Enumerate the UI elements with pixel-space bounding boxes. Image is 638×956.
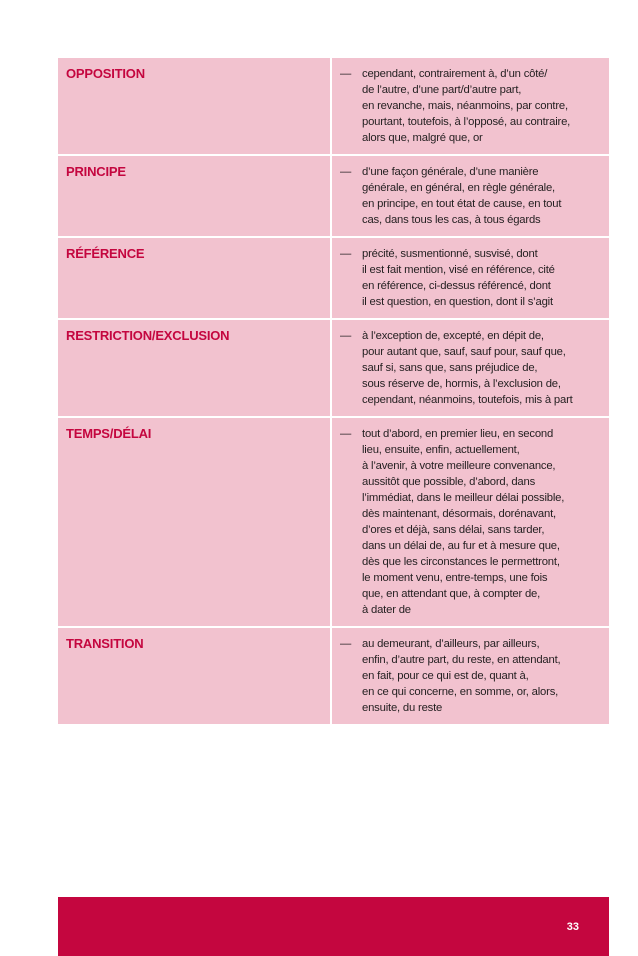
definition-line: sous réserve de, hormis, à l’exclusion de, — [362, 378, 561, 390]
definition-line: il est question, en question, dont il s’agit — [362, 296, 553, 308]
definition-line: sauf si, sans que, sans préjudice de, — [362, 362, 538, 374]
row-term: RESTRICTION/EXCLUSION — [58, 320, 332, 416]
definition-line: en ce qui concerne, en somme, or, alors, — [362, 686, 559, 698]
em-dash: — — [340, 248, 352, 260]
page-footer-band — [58, 897, 609, 956]
definition-line: en revanche, mais, néanmoins, par contre, — [362, 100, 568, 112]
definition-line: au demeurant, d’ailleurs, par ailleurs, — [362, 638, 540, 650]
table-row — [58, 58, 609, 156]
definition-line: que, en attendant que, à compter de, — [362, 588, 541, 600]
em-dash: — — [340, 68, 352, 80]
definition-lines — [362, 636, 603, 716]
definition-line: à l’exception de, excepté, en dépit de, — [362, 330, 544, 342]
row-definition — [332, 628, 609, 724]
definition-line: enfin, d’autre part, du reste, en attendant, — [362, 654, 561, 666]
row-term: TRANSITION — [58, 628, 332, 724]
definition-line: dès maintenant, désormais, dorénavant, — [362, 508, 556, 520]
row-definition — [332, 58, 609, 154]
table-row — [58, 156, 609, 238]
page-number: 33 — [566, 921, 579, 933]
row-definition — [332, 320, 609, 416]
definition-line: précité, susmentionné, susvisé, dont — [362, 248, 538, 260]
definition-line: générale, en général, en règle générale, — [362, 182, 555, 194]
definition-line: ensuite, du reste — [362, 702, 443, 714]
definition-line: le moment venu, entre-temps, une fois — [362, 572, 548, 584]
row-term: PRINCIPE — [58, 156, 332, 236]
definition-line: alors que, malgré que, or — [362, 132, 483, 144]
definition-line: lieu, ensuite, enfin, actuellement, — [362, 444, 520, 456]
connector-table — [58, 58, 609, 726]
definition-line: cependant, néanmoins, toutefois, mis à part — [362, 394, 573, 406]
definition-lines — [362, 426, 603, 618]
definition-line: de l’autre, d’une part/d’autre part, — [362, 84, 522, 96]
definition-lines — [362, 328, 603, 408]
definition-lines — [362, 164, 603, 228]
table-row — [58, 628, 609, 726]
definition-line: en fait, pour ce qui est de, quant à, — [362, 670, 529, 682]
table-row — [58, 238, 609, 320]
em-dash: — — [340, 166, 352, 178]
definition-line: à l’avenir, à votre meilleure convenance, — [362, 460, 556, 472]
row-definition — [332, 418, 609, 626]
definition-line: dans un délai de, au fur et à mesure que, — [362, 540, 560, 552]
definition-line: en référence, ci-dessus référencé, dont — [362, 280, 551, 292]
row-term: TEMPS/DÉLAI — [58, 418, 332, 626]
em-dash: — — [340, 638, 352, 650]
definition-line: aussitôt que possible, d’abord, dans — [362, 476, 536, 488]
definition-line: cependant, contrairement à, d’un côté/ — [362, 68, 548, 80]
definition-line: à dater de — [362, 604, 411, 616]
definition-lines — [362, 246, 603, 310]
row-term: OPPOSITION — [58, 58, 332, 154]
definition-line: en principe, en tout état de cause, en tout — [362, 198, 562, 210]
definition-line: d’ores et déjà, sans délai, sans tarder, — [362, 524, 545, 536]
definition-line: dès que les circonstances le permettront, — [362, 556, 560, 568]
definition-line: l’immédiat, dans le meilleur délai possible, — [362, 492, 565, 504]
row-term: RÉFÉRENCE — [58, 238, 332, 318]
definition-line: tout d’abord, en premier lieu, en second — [362, 428, 554, 440]
definition-line: pourtant, toutefois, à l’opposé, au contraire, — [362, 116, 571, 128]
row-definition — [332, 156, 609, 236]
table-row — [58, 418, 609, 628]
definition-line: il est fait mention, visé en référence, cité — [362, 264, 555, 276]
em-dash: — — [340, 428, 352, 440]
definition-lines — [362, 66, 603, 146]
table-row — [58, 320, 609, 418]
row-definition — [332, 238, 609, 318]
em-dash: — — [340, 330, 352, 342]
definition-line: cas, dans tous les cas, à tous égards — [362, 214, 541, 226]
definition-line: pour autant que, sauf, sauf pour, sauf que, — [362, 346, 566, 358]
definition-line: d’une façon générale, d’une manière — [362, 166, 539, 178]
